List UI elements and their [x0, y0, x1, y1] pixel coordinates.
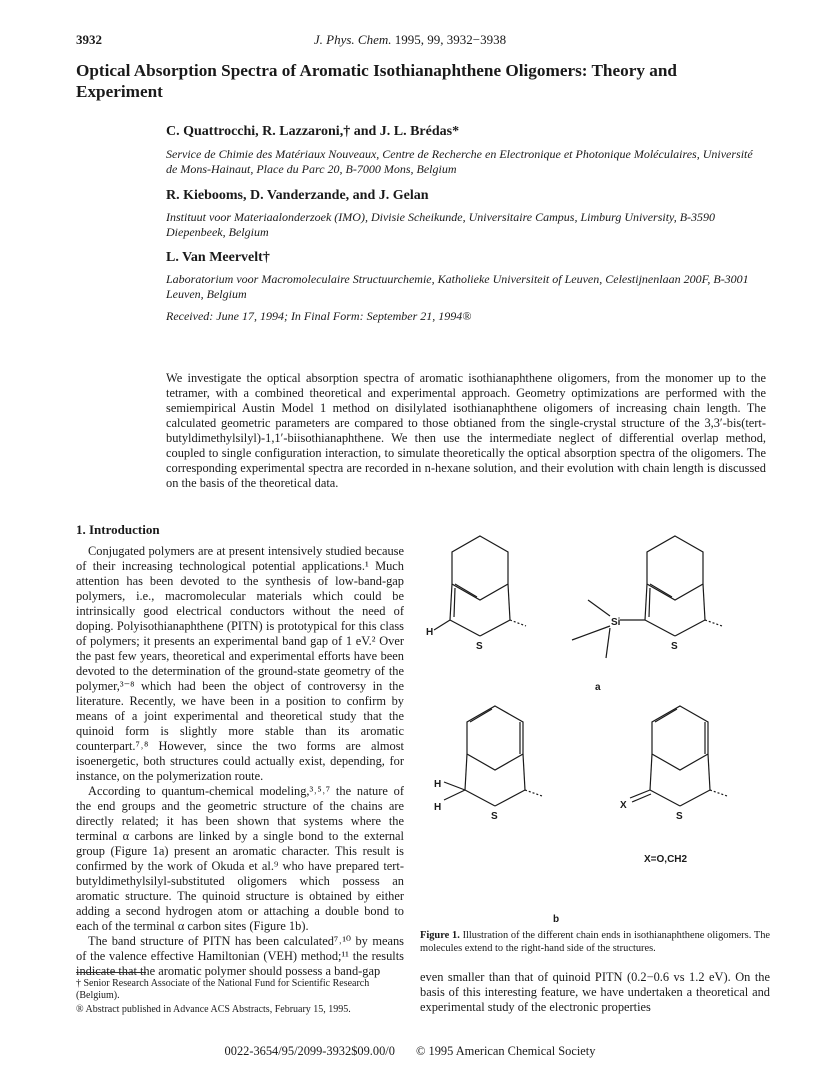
- atom-label-h: H: [434, 802, 442, 813]
- intro-paragraph-1: Conjugated polymers are at present intensively studied because of their increasing technological potential applications.¹ Much attention has been devoted to the synthesis of low-band-gap polymers, i.e., macromolecular materials which could be intrinsically good electrical conductors without the need of doping. Polyisothianaphthene (PITN) is prototypical for this class of polymers; it presents an experimental band gap of 1 eV.² Over the past few years, theoretical and experimental efforts have been devoted to the determination of the ground-state geometry of the polymer,³⁻⁸ which had been the object of controversy in the literature. Recently, we have been in a position to confirm by means of a joint experimental and theoretical study that the quinoid form is slightly more stable than its aromatic counterpart.⁷˒⁸ However, since the two forms are almost isoenergetic, both structures could actually exist, depending, for instance, on the polymerization route.: [76, 544, 404, 783]
- atom-label-x: X: [620, 800, 627, 811]
- affiliation-1: Service de Chimie des Matériaux Nouveaux, Centre de Recherche en Electronique et Photonique Moléculaires, Université de Mons-Hainaut, Place du Parc 20, B-7000 Mons, Belgium: [166, 147, 753, 176]
- page-footer: [0, 1044, 820, 1059]
- figure-1-structures: [420, 518, 770, 928]
- figure-caption: [420, 930, 770, 955]
- author-group-2: R. Kiebooms, D. Vanderzande, and J. Gelan: [166, 188, 429, 203]
- citation: 1995, 99, 3932−3938: [394, 32, 507, 47]
- figure-label-b: b: [553, 914, 560, 925]
- x-definition: X=O,CH2: [644, 854, 688, 865]
- structure-a-silyl-terminated: [572, 536, 722, 658]
- paper-title: Optical Absorption Spectra of Aromatic Isothianaphthene Oligomers: Theory and Experiment: [76, 61, 677, 101]
- abstract: [166, 371, 766, 491]
- structure-a-h-terminated: [434, 536, 526, 636]
- structure-b-dihydro: [444, 706, 542, 806]
- right-paragraph: even smaller than that of quinoid PITN (0.2−0.6 vs 1.2 eV). On the basis of this interesting feature, we have undertaken a theoretical and experimental study of the electronic properties: [420, 970, 770, 1014]
- atom-label-s: S: [671, 641, 678, 652]
- atom-label-h: H: [426, 627, 434, 638]
- abstract-text: We investigate the optical absorption spectra of aromatic isothianaphthene oligomers, from the monomer up to the tetramer, with a combined theoretical and experimental approach. Geometry optimizations are performed with the semiempirical Austin Model 1 method on disilylated isothianaphthene oligomers of increasing chain length. The calculated geometric parameters are compared to those obtianed from the single-crystal structure of the 3,3′-bis(tert-butyldimethylsilyl)-1,1′-biisothianaphthene. We then use the intermediate neglect of differential overlap method, coupled to single configuration interaction, to simulate theoretically the optical absorption spectra of the oligomers. The corresponding experimental spectra are recorded in n-hexane solution, and their evolution with chain length is discussed on the basis of the theoretical data.: [166, 371, 766, 490]
- running-header: [0, 32, 820, 48]
- author-group-3: L. Van Meervelt†: [166, 250, 270, 265]
- atom-label-s: S: [676, 811, 683, 822]
- affiliation-3: Laboratorium voor Macromoleculaire Structuurchemie, Katholieke Universiteit of Leuven, Celestijnenlaan 200F, B-3001 Leuven, Belgium: [166, 272, 749, 301]
- structure-b-double-bond: [630, 706, 727, 806]
- journal-name: J. Phys. Chem.: [313, 32, 392, 47]
- footnote-2: ® Abstract published in Advance ACS Abstracts, February 15, 1995.: [76, 1004, 351, 1015]
- atom-label-s: S: [476, 641, 483, 652]
- footnote-1: † Senior Research Associate of the National Fund for Scientific Research (Belgium).: [76, 978, 370, 1001]
- caption-text: Illustration of the different chain ends in isothianaphthene oligomers. The molecules extend to the right-hand side of the structures.: [420, 930, 771, 954]
- figure-label-a: a: [595, 682, 601, 693]
- affiliation-2: Instituut voor Materiaalonderzoek (IMO), Divisie Scheikunde, Universitaire Campus, Limburg University, B-3590 Diepenbeek, Belgium: [166, 210, 716, 239]
- intro-paragraph-3: The band structure of PITN has been calculated⁷˒¹⁰ by means of the valence effective Hamiltonian (VEH) method;¹¹ the results indicate that the aromatic polymer should possess a band-gap: [76, 934, 404, 978]
- section-title: 1. Introduction: [76, 522, 160, 537]
- author-group-1: C. Quattrocchi, R. Lazzaroni,† and J. L. Brédas*: [166, 124, 460, 139]
- intro-paragraph-2: According to quantum-chemical modeling,³˒⁵˒⁷ the nature of the end groups and the geometric structure of the chains are directly related; it has been shown that systems where the terminal α carbons are linked by a single bond to the external group (Figure 1a) present an aromatic character. This result is confirmed by the work of Okuda et al.⁹ who have prepared tert-butyldimethylsilyl-substituted oligomers which possess an aromatic structure. The quinoid structure is obtained by either adding a second hydrogen atom or attaching a double bond to each of the terminal α carbon sites (Figure 1b).: [76, 784, 404, 933]
- atom-label-h: H: [434, 779, 442, 790]
- atom-label-si: Si: [611, 617, 621, 628]
- footnote-divider: [76, 972, 146, 973]
- right-column-text: [420, 970, 770, 1015]
- atom-label-s: S: [491, 811, 498, 822]
- intro-column: [76, 544, 404, 979]
- article-code: 0022-3654/95/2099-3932$09.00/0: [224, 1044, 395, 1058]
- received-dates: Received: June 17, 1994; In Final Form: September 21, 1994®: [166, 309, 472, 323]
- page-number: 3932: [76, 32, 102, 47]
- footnotes: [76, 978, 404, 1018]
- caption-label: Figure 1.: [420, 930, 460, 941]
- copyright: © 1995 American Chemical Society: [416, 1044, 596, 1058]
